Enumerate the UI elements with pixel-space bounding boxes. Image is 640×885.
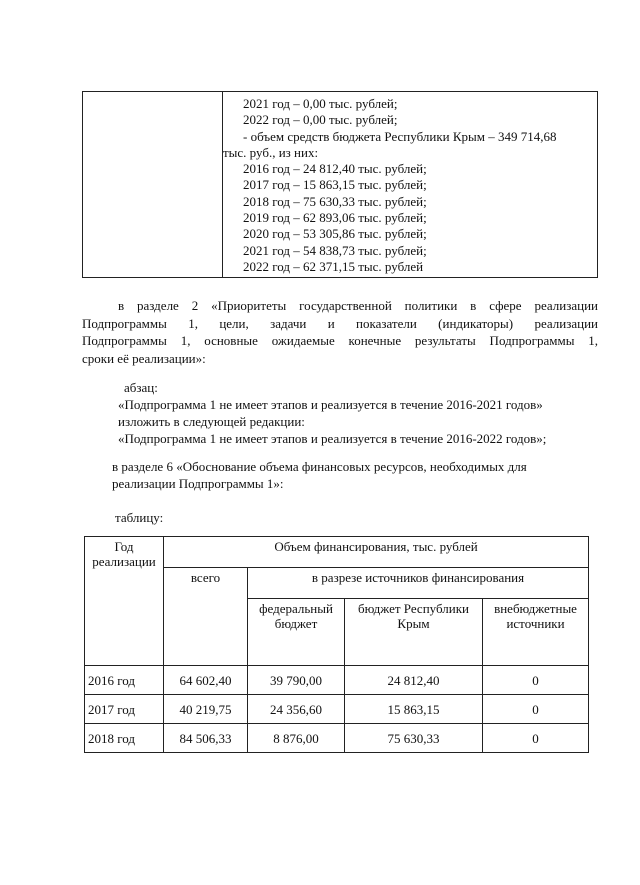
abzac-old-text: «Подпрограмма 1 не имеет этапов и реализуется в течение 2016-2021 годов» [118,397,543,412]
header-crimea: бюджет Республики Крым [345,599,483,666]
table-label: таблицу: [115,510,164,525]
funding-line: 2019 год – 62 893,06 тыс. рублей; [243,210,427,226]
cell-extra: 0 [483,666,589,695]
abzac-instruction: изложить в следующей редакции: [118,414,305,429]
paragraph-line: в разделе 2 «Приоритеты государственной политики в сфере реализации [118,298,598,313]
section2-paragraph [82,297,598,367]
funding-line: 2022 год – 0,00 тыс. рублей; [243,112,398,128]
header-sources: в разрезе источников финансирования [248,568,589,599]
cell-extra: 0 [483,724,589,753]
section6-line: реализации Подпрограммы 1»: [112,476,284,491]
funding-line: 2021 год – 0,00 тыс. рублей; [243,96,398,111]
cell-total: 64 602,40 [164,666,248,695]
header-extra: внебюджетные источники [483,599,589,666]
cell-year: 2018 год [85,724,164,753]
financing-table [84,536,589,753]
cell-federal: 24 356,60 [248,695,345,724]
paragraph-line: сроки её реализации»: [82,350,206,366]
cell-year: 2016 год [85,666,164,695]
funding-text-cell [223,96,595,275]
table-row [85,666,589,695]
funding-line: 2017 год – 15 863,15 тыс. рублей; [243,177,427,193]
empty-label-cell [83,92,223,277]
header-federal: федеральный бюджет [248,599,345,666]
section6-line: в разделе 6 «Обоснование объема финансовых ресурсов, необходимых для [112,459,527,474]
abzac-label: абзац: [124,380,158,395]
cell-total: 40 219,75 [164,695,248,724]
cell-crimea: 75 630,33 [345,724,483,753]
cell-crimea: 24 812,40 [345,666,483,695]
table-row [85,724,589,753]
funding-line: 2016 год – 24 812,40 тыс. рублей; [243,161,427,177]
cell-federal: 39 790,00 [248,666,345,695]
cell-total: 84 506,33 [164,724,248,753]
funding-line: 2021 год – 54 838,73 тыс. рублей; [243,242,427,258]
funding-line: 2020 год – 53 305,86 тыс. рублей; [243,226,427,242]
cell-crimea: 15 863,15 [345,695,483,724]
header-total: всего [164,568,248,666]
funding-line: - объем средств бюджета Республики Крым – 349 714,68 [243,128,557,144]
cell-federal: 8 876,00 [248,724,345,753]
header-volume: Объем финансирования, тыс. рублей [164,537,589,568]
abzac-new-text: «Подпрограмма 1 не имеет этапов и реализуется в течение 2016-2022 годов»; [118,431,547,446]
table-row [85,695,589,724]
funding-line: 2018 год – 75 630,33 тыс. рублей; [243,193,427,209]
header-year: Год реализации [85,537,164,666]
paragraph-line: Подпрограммы 1, основные ожидаемые конечные результаты Подпрограммы 1, [82,333,598,348]
funding-table-fragment [82,91,598,278]
funding-line: тыс. руб., из них: [223,144,319,160]
cell-year: 2017 год [85,695,164,724]
funding-line: 2022 год – 62 371,15 тыс. рублей [243,258,424,274]
cell-extra: 0 [483,695,589,724]
paragraph-line: Подпрограммы 1, цели, задачи и показатели (индикаторы) реализации [82,315,598,331]
